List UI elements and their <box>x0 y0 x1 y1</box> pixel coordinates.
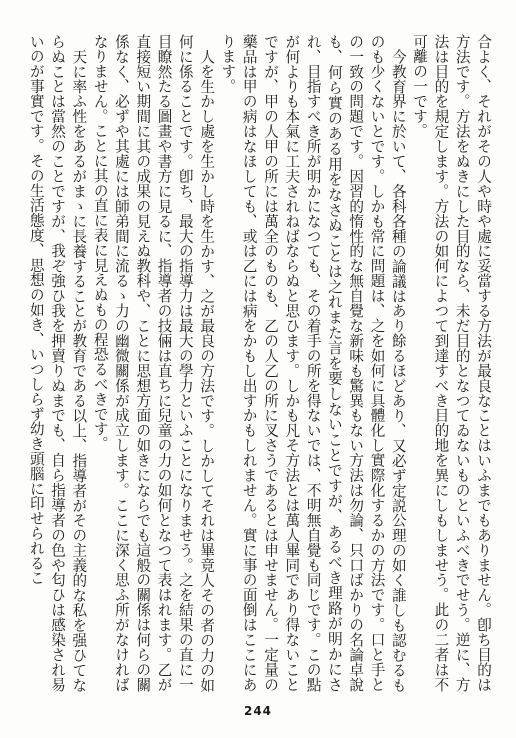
paragraph: 合よく、それがその人や時や處に妥當する方法が最良なことはいふまでもありません。卽ち目的は方法です。方法をぬきにした目的なら、未だ目的となつてゐないものといふべきでせう。逆に、方法は目的を規定します。方法の如何によつて到達すべき目的地を異にしもしませう。此の二者は不可離の一です。 <box>411 34 492 692</box>
page-number: 244 <box>243 704 273 718</box>
body-text <box>22 34 494 692</box>
paragraph: 人を生かし處を生かし時を生かす、之が最良の方法です。しかしてそれは畢竟人その者の力の如何に係ることです。卽ち、最大の指導力は最大の學力といふことになりませう。之を結果の直に一目瞭然たる圖畫や書方に見るに、指導者の技倆は直ちに兒童の力の如何となつて表はれます。乙が直接短い期間に其の成果の見えぬ教科や、ことに思想方面の如きにならでも這般の關係は何らの關係なく、必ずや其處には師弟間に流るゝ力の幽微關係が成立します。ここに深く思ふ所がなければなりません。ことに其の直に表に見えぬもの程恐るべきです。 <box>91 34 216 692</box>
paragraph: 天に率ふ性をあるがまゝに長養することが教育である以上、指導者がその主義的な私を强ひてならぬことは當然のことですが、我ぞ強ひ我を押賣りぬまでも、自ら指導者の色や匂ひは感染され易いのが事實です。その生活態度、思想の如き、いつしらず幼き頭腦に印せられるこ <box>27 34 88 692</box>
paragraph: 今教育界に於いて、各科各種の論議はあり餘るほどあり、又必ず定説公理の如く誰しも認むるものも少くないとです。しかも常に問題は、之を如何に具體化し實際化するかの方法です。口と手との一致の問題です。因習的惰性的な無自覺な新味も驚異もない方法は勿論、只口ばかりの名論卓說も、何ら實のある用をなさぬことは之れまた言を要しないことですが、あるべき理路が明かにされ、目指すべき所が明かになつても、その着手の所を得ないでは、不明無自覺も同じです。この點が何よりも本氣に工夫されねばならぬと思ひます。しかも凡そ方法とは萬人畢同であり得ないことですが、甲の人甲の所には萬全のものも、乙の人乙の所に叉さうであるとは申せません。一定量の藥品は甲の病はなほしても、或は乙には病をかもし出すかもしれません。實に事の面倒はここにあります。 <box>219 34 407 692</box>
